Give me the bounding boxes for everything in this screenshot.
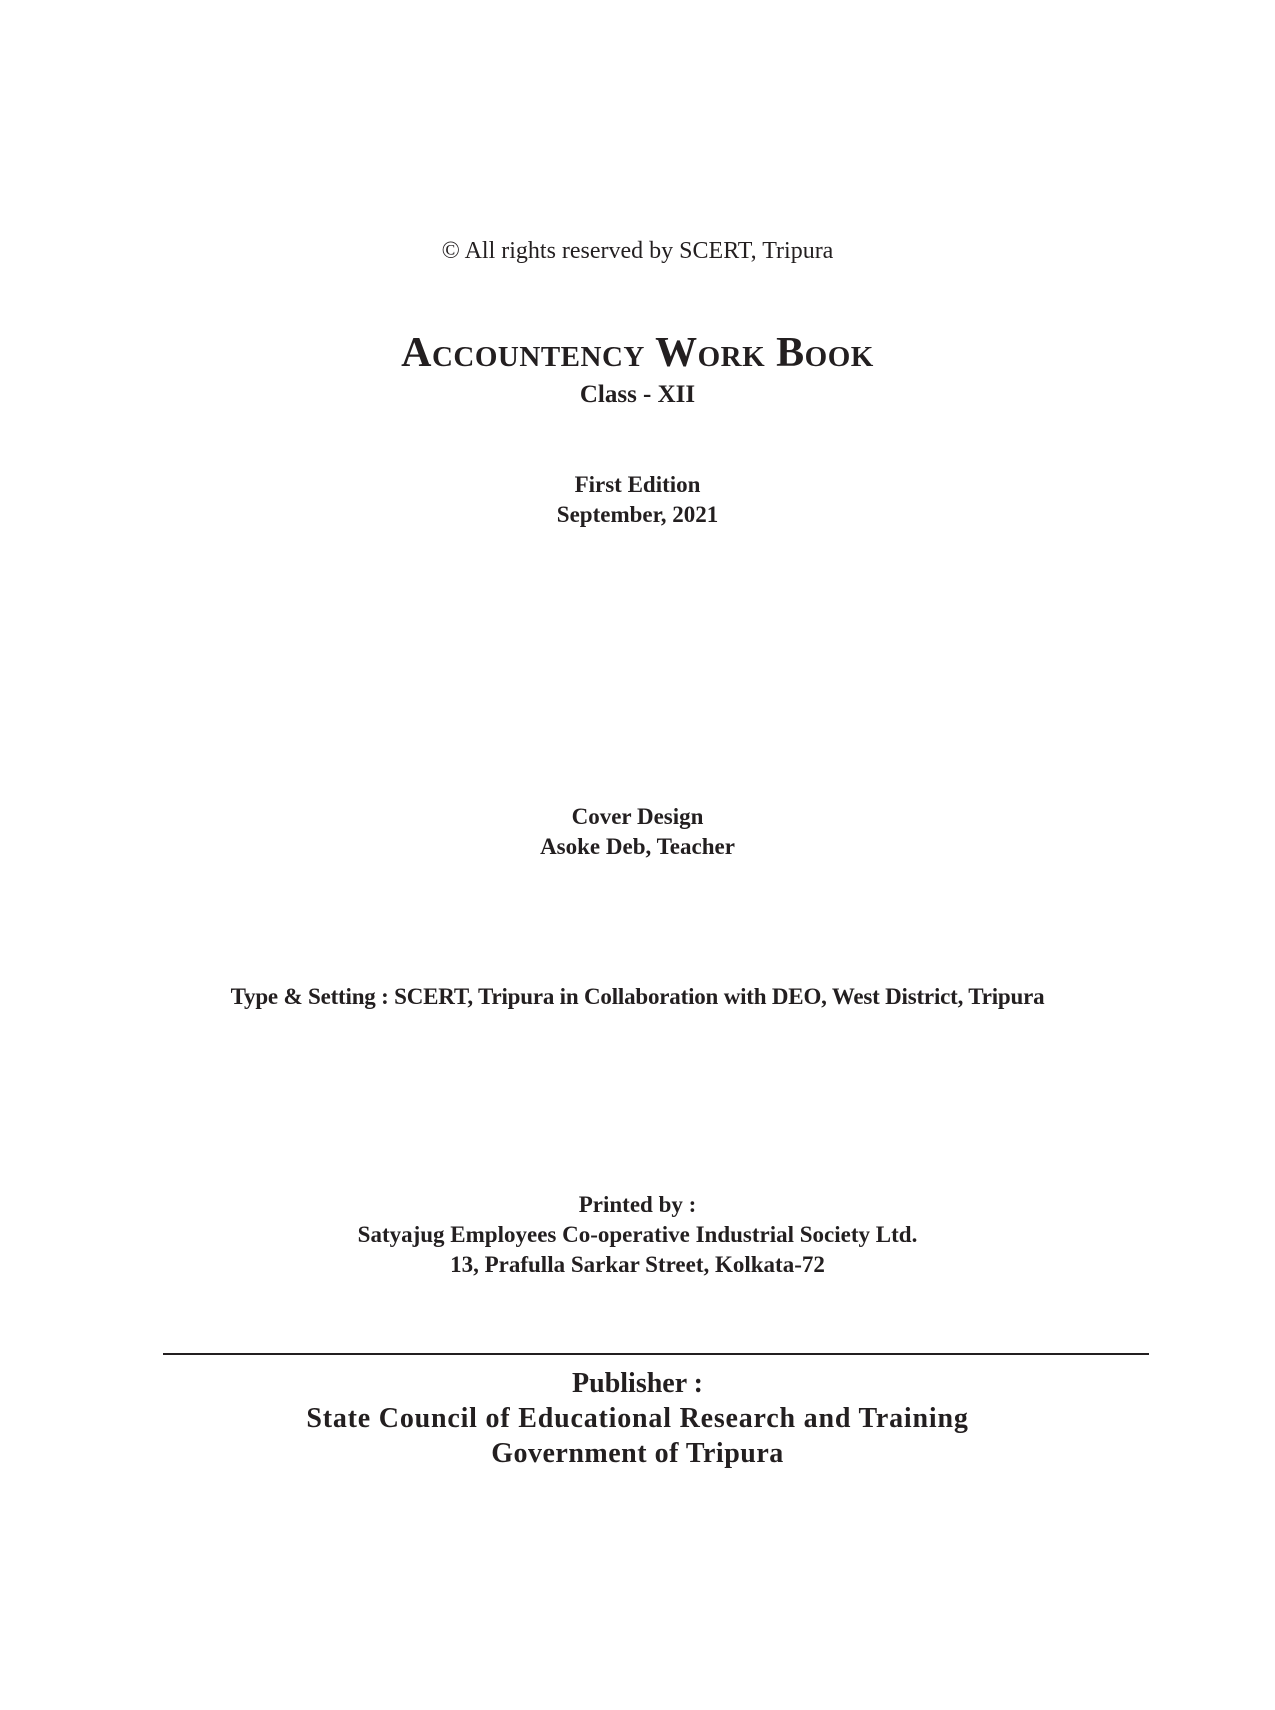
horizontal-divider [163,1353,1149,1355]
publisher-name: State Council of Educational Research and Training [306,1403,969,1434]
typesetting-credit: Type & Setting : SCERT, Tripura in Collaboration with DEO, West District, Tripura [230,984,1045,1009]
cover-design-heading: Cover Design [571,804,704,829]
edition-label: First Edition [574,472,701,497]
book-title: Accountency Work Book [401,330,874,376]
publisher-label: Publisher : [572,1368,703,1399]
cover-designer-name: Asoke Deb, Teacher [540,834,735,859]
publisher-government: Government of Tripura [491,1438,784,1469]
printed-by-label: Printed by : [578,1192,697,1217]
edition-date: September, 2021 [556,502,719,527]
printer-name: Satyajug Employees Co-operative Industrial Society Ltd. [357,1222,918,1247]
printer-address: 13, Prafulla Sarkar Street, Kolkata-72 [450,1252,825,1277]
copyright-notice: © All rights reserved by SCERT, Tripura [441,238,834,264]
book-class: Class - XII [579,381,696,408]
